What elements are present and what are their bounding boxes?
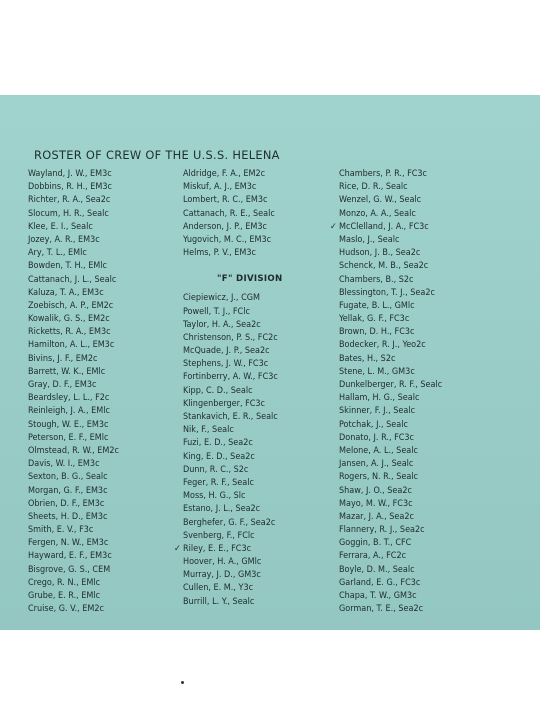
crew-entry — [339, 590, 442, 603]
crew-name: Rogers, N. R., Sealc — [339, 472, 418, 483]
crew-entry — [183, 569, 282, 582]
crew-name: Dunkelberger, R. F., Sealc — [339, 380, 443, 390]
crew-entry: Morgan, G. F., EM3c — [28, 485, 108, 496]
crew-name: Cullen, E. M., Y3c — [183, 583, 254, 594]
crew-name: Melone, A. L., Sealc — [339, 445, 418, 456]
crew-name: Burrill, L. Y., Sealc — [183, 596, 255, 607]
crew-entry — [339, 379, 442, 392]
crew-entry: Lombert, R. C., EM3c — [183, 195, 268, 206]
crew-entry: Yugovich, M. C., EM3c — [183, 234, 272, 245]
crew-entry — [183, 464, 282, 477]
crew-entry — [183, 345, 282, 358]
crew-name: Svenberg, F., FClc — [183, 530, 255, 541]
crew-name: Yellak, G. F., FC3c — [339, 314, 410, 325]
crew-entry: Kowalik, G. S., EM2c — [28, 314, 110, 325]
crew-name: King, E. D., Sea2c — [183, 451, 255, 462]
crew-entry: Smith, E. V., F3c — [28, 525, 94, 536]
crew-name: Mayo, M. W., FC3c — [339, 498, 413, 509]
crew-entry: Jozey, A. R., EM3c — [28, 234, 100, 245]
crew-name: Chapa, T. W., GM3c — [339, 591, 417, 601]
crew-entry: Hamilton, A. L., EM3c — [28, 340, 115, 351]
crew-name: McClelland, J. A., FC3c — [339, 221, 429, 232]
crew-entry: Cattanach, R. E., Sealc — [183, 208, 275, 219]
crew-name: Monzo, A. A., Sealc — [339, 208, 416, 219]
crew-entry: Reinleigh, J. A., EMlc — [28, 406, 110, 417]
crew-entry — [183, 358, 282, 371]
crew-entry — [183, 517, 282, 530]
crew-entry: Olmstead, R. W., EM2c — [28, 445, 119, 456]
crew-name: Fuzi, E. D., Sea2c — [183, 438, 253, 449]
crew-entry: Fergen, N. W., EM3c — [28, 538, 109, 549]
roster-column-2 — [174, 168, 283, 609]
crew-name: Christenson, P. S., FC2c — [183, 332, 278, 343]
crew-name: Bates, H., S2c — [339, 353, 396, 364]
crew-entry — [339, 577, 442, 590]
f-division-heading: "F" DIVISION — [217, 274, 283, 285]
crew-entry — [339, 485, 442, 498]
crew-name: Ferrara, A., FC2c — [339, 551, 407, 562]
crew-entry: Obrien, D. F., EM3c — [28, 498, 105, 509]
crew-name: Klingenberger, FC3c — [183, 398, 266, 409]
check-mark-icon: ✓ — [330, 221, 337, 232]
crew-entry — [183, 490, 282, 503]
crew-entry — [339, 445, 442, 458]
crew-entry — [183, 424, 282, 437]
crew-entry — [339, 353, 442, 366]
crew-name: Powell, T. J., FClc — [183, 306, 250, 317]
crew-entry: Anderson, J. P., EM3c — [183, 221, 267, 232]
crew-name: Chambers, P. R., FC3c — [339, 169, 428, 179]
crew-entry: Hayward, E. F., EM3c — [28, 551, 112, 562]
crew-entry — [339, 274, 442, 287]
crew-name: Fugate, B. L., GMlc — [339, 300, 415, 311]
crew-entry: Cattanach, J. L., Sealc — [28, 274, 117, 285]
crew-name: Hoover, H. A., GMlc — [183, 557, 262, 568]
crew-name: Murray, J. D., GM3c — [183, 570, 261, 581]
crew-name: Berghefer, G. F., Sea2c — [183, 517, 276, 528]
crew-entry: Crego, R. N., EMlc — [28, 577, 101, 588]
crew-entry: Grube, E. R., EMlc — [28, 591, 101, 601]
crew-name: Feger, R. F., Sealc — [183, 477, 254, 488]
crew-entry — [339, 194, 442, 207]
crew-entry — [183, 292, 282, 305]
crew-entry: Kaluza, T. A., EM3c — [28, 287, 104, 298]
crew-entry — [339, 300, 442, 313]
crew-entry — [183, 306, 282, 319]
crew-entry: Cruise, G. V., EM2c — [28, 604, 104, 615]
crew-entry — [339, 260, 442, 273]
crew-entry — [183, 477, 282, 490]
crew-name: Chambers, B., S2c — [339, 274, 414, 285]
crew-name: Riley, E. E., FC3c — [183, 543, 252, 554]
crew-entry: Dobbins, R. H., EM3c — [28, 182, 113, 193]
crew-entry — [339, 181, 442, 194]
crew-name: Wenzel, G. W., Sealc — [339, 195, 422, 206]
f-division-list — [174, 292, 282, 609]
crew-entry — [183, 530, 282, 543]
crew-entry — [339, 432, 442, 445]
crew-entry: Wayland, J. W., EM3c — [28, 169, 112, 179]
crew-name: Ciepiewicz, J., CGM — [183, 293, 260, 304]
roster-page — [0, 95, 540, 630]
crew-entry: Klee, E. I., Sealc — [28, 221, 93, 232]
crew-name: Gorman, T. E., Sea2c — [339, 604, 424, 615]
crew-entry — [339, 247, 442, 260]
crew-entry — [339, 511, 442, 524]
crew-entry — [339, 419, 442, 432]
crew-name: Potchak, J., Sealc — [339, 419, 408, 430]
page-mark-dot — [181, 681, 184, 684]
crew-entry — [339, 550, 442, 563]
crew-name: Hudson, J. B., Sea2c — [339, 248, 421, 259]
crew-entry: Barrett, W. K., EMlc — [28, 366, 106, 377]
crew-name: Stene, L. M., GM3c — [339, 366, 415, 377]
crew-name: Flannery, R. J., Sea2c — [339, 525, 425, 536]
crew-entry — [339, 498, 442, 511]
crew-name: Hallam, H. G., Sealc — [339, 393, 420, 404]
roster-column-1 — [28, 168, 119, 616]
crew-entry: Miskuf, A. J., EM3c — [183, 182, 257, 193]
crew-entry — [339, 524, 442, 537]
crew-entry — [339, 392, 442, 405]
crew-entry — [183, 371, 282, 384]
crew-entry — [339, 313, 442, 326]
crew-entry — [339, 603, 442, 616]
crew-name: Goggin, B. T., CFC — [339, 538, 412, 549]
crew-name: Dunn, R. C., S2c — [183, 464, 249, 475]
crew-entry: Slocum, H. R., Sealc — [28, 208, 109, 219]
crew-entry: Ary, T. L., EMlc — [28, 248, 87, 259]
crew-entry — [174, 543, 282, 556]
crew-entry — [339, 168, 442, 181]
crew-entry — [339, 208, 442, 221]
crew-entry: Beardsley, L. L., F2c — [28, 393, 110, 404]
crew-entry — [339, 234, 442, 247]
crew-entry — [183, 398, 282, 411]
crew-entry — [339, 287, 442, 300]
crew-entry — [339, 326, 442, 339]
roster-column-2-top-list — [183, 168, 282, 260]
crew-name: McQuade, J. P., Sea2c — [183, 346, 270, 357]
crew-entry — [183, 319, 282, 332]
crew-name: Skinner, F. J., Sealc — [339, 406, 416, 417]
crew-entry — [183, 332, 282, 345]
crew-entry — [330, 221, 442, 234]
crew-name: Bodecker, R. J., Yeo2c — [339, 340, 426, 351]
crew-entry — [183, 503, 282, 516]
crew-entry: Gray, D. F., EM3c — [28, 380, 97, 390]
crew-name: Brown, D. H., FC3c — [339, 327, 415, 338]
crew-name: Mazar, J. A., Sea2c — [339, 511, 414, 522]
crew-entry — [183, 596, 282, 609]
crew-entry — [339, 405, 442, 418]
crew-name: Shaw, J. O., Sea2c — [339, 485, 412, 496]
crew-entry: Stough, W. E., EM3c — [28, 419, 109, 430]
crew-entry — [339, 537, 442, 550]
crew-name: Fortinberry, A. W., FC3c — [183, 372, 278, 383]
crew-entry: Sheets, H. D., EM3c — [28, 511, 108, 522]
crew-entry: Aldridge, F. A., EM2c — [183, 169, 266, 179]
crew-name: Stephens, J. W., FC3c — [183, 359, 269, 370]
crew-name: Stankavich, E. R., Sealc — [183, 412, 278, 422]
crew-entry — [339, 458, 442, 471]
crew-name: Nik, F., Sealc — [183, 425, 234, 436]
crew-name: Blessington, T. J., Sea2c — [339, 287, 435, 298]
crew-name: Rice, D. R., Sealc — [339, 182, 408, 193]
crew-entry — [339, 471, 442, 484]
crew-entry — [183, 451, 282, 464]
crew-entry — [183, 437, 282, 450]
crew-entry: Davis, W. I., EM3c — [28, 459, 100, 470]
crew-entry — [183, 556, 282, 569]
crew-entry — [339, 564, 442, 577]
crew-name: Moss, H. G., Slc — [183, 491, 246, 502]
crew-entry — [183, 385, 282, 398]
crew-entry: Richter, R. A., Sea2c — [28, 195, 111, 206]
crew-entry: Helms, P. V., EM3c — [183, 248, 256, 259]
crew-entry — [183, 411, 282, 424]
crew-name: Boyle, D. M., Sealc — [339, 564, 415, 575]
crew-entry: Bivins, J. F., EM2c — [28, 353, 98, 364]
crew-entry — [339, 366, 442, 379]
crew-name: Garland, E. G., FC3c — [339, 577, 421, 588]
crew-name: Schenck, M. B., Sea2c — [339, 261, 429, 272]
roster-column-3 — [330, 168, 443, 616]
crew-name: Estano, J. L., Sea2c — [183, 504, 261, 515]
crew-entry: Zoebisch, A. P., EM2c — [28, 300, 114, 311]
crew-entry: Bisgrove, G. S., CEM — [28, 564, 111, 575]
crew-name: Donato, J. R., FC3c — [339, 432, 415, 443]
crew-entry: Sexton, B. G., Sealc — [28, 472, 108, 483]
crew-name: Taylor, H. A., Sea2c — [183, 319, 261, 330]
crew-name: Jansen, A. J., Sealc — [339, 459, 414, 470]
crew-entry — [183, 582, 282, 595]
crew-entry: Peterson, E. F., EMlc — [28, 432, 109, 443]
crew-entry — [339, 339, 442, 352]
check-mark-icon: ✓ — [174, 543, 181, 554]
roster-title: ROSTER OF CREW OF THE U.S.S. HELENA — [34, 148, 280, 162]
crew-entry: Bowden, T. H., EMlc — [28, 261, 107, 272]
crew-name: Maslo, J., Sealc — [339, 234, 400, 245]
crew-entry: Ricketts, R. A., EM3c — [28, 327, 111, 338]
crew-name: Kipp, C. D., Sealc — [183, 385, 253, 396]
